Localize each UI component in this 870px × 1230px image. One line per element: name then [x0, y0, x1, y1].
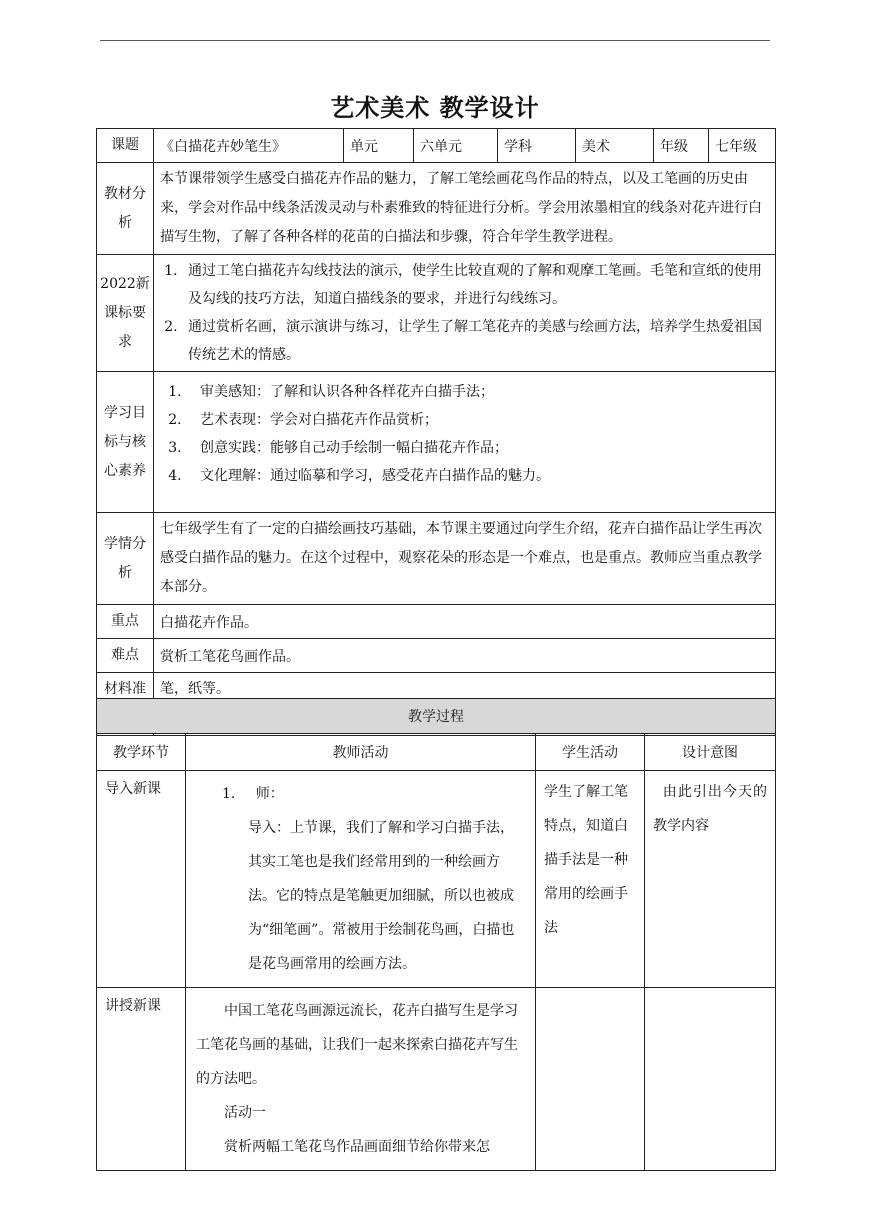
learner-analysis-label: 学情分析: [97, 513, 154, 605]
curriculum-cell: [154, 255, 776, 372]
teaching-process-table: [96, 698, 776, 1171]
process-columns-row: [97, 734, 776, 771]
table-row: [97, 988, 776, 1171]
design-intent-intro: 由此引出今天的教学内容: [645, 771, 776, 988]
list-item: 2. 通过赏析名画，演示演讲与练习，让学生了解工笔花卉的美感与绘画方法，培养学生热爱祖国传统艺术的情感。: [182, 313, 771, 369]
student-activity-new: [536, 988, 645, 1171]
teacher-activity-intro: [186, 771, 536, 988]
document-title: 艺术美术 教学设计: [330, 94, 540, 122]
materials-label: 材料准: [97, 673, 154, 736]
item-number: 1.: [222, 786, 236, 802]
stage-intro: 导入新课: [97, 771, 186, 988]
topic-value: 《白描花卉妙笔生》: [154, 129, 344, 163]
design-intent-new: [645, 988, 776, 1171]
column-stage: 教学环节: [97, 734, 186, 771]
list-item: 1. 通过工笔白描花卉勾线技法的演示，使学生比较直观的了解和观摩工笔画。毛笔和宣纸的使用及勾线的技巧方法，知道白描线条的要求，并进行勾线练习。: [182, 257, 771, 313]
key-point-label: 重点: [97, 605, 154, 639]
material-analysis-text: 本节课带领学生感受白描花卉作品的魅力，了解工笔绘画花鸟作品的特点，以及工笔画的历史由来，学会对作品中线条活泼灵动与朴素雅致的特征进行分析。学会用浓墨相宜的线条对花卉进行白描写生物，了解了各种各样的花苗的白描法和步骤，符合年学生教学进程。: [154, 163, 776, 255]
column-student: 学生活动: [536, 734, 645, 771]
teacher-text-intro: 导入：上节课，我们了解和学习白描手法，其实工笔也是我们经常用到的一种绘画方法。它的特点是笔触更加细腻，所以也被成为“细笔画”。常被用于绘制花鸟画，白描也是花鸟画常用的绘画方法。: [248, 820, 515, 972]
activity-heading: 活动一: [224, 1105, 266, 1121]
subject-label: 学科: [498, 129, 576, 163]
learner-analysis-text: 七年级学生有了一定的白描绘画技巧基础，本节课主要通过向学生介绍，花卉白描作品让学生再次感受白描作品的魅力。在这个过程中，观察花朵的形态是一个难点，也是重点。教师应当重点教学本部分。: [154, 513, 776, 605]
stage-new-lesson: 讲授新课: [97, 988, 186, 1171]
difficulty-label: 难点: [97, 639, 154, 673]
teacher-paragraph: 赏析两幅工笔花鸟作品画面细节给你带来怎: [224, 1139, 490, 1155]
goals-row: [97, 372, 776, 513]
list-item: 1. 审美感知：了解和认识各种各样花卉白描手法；: [186, 378, 771, 406]
lesson-info-table: [96, 128, 776, 736]
teacher-paragraph: 中国工笔花鸟画源远流长，花卉白描写生是学习工笔花鸟画的基础，让我们一起来探索白描花卉写生的方法吧。: [196, 1003, 518, 1087]
teacher-lead: 师：: [255, 786, 284, 802]
difficulty-row: [97, 639, 776, 673]
unit-label: 单元: [344, 129, 414, 163]
list-item: 3. 创意实践：能够自己动手绘制一幅白描花卉作品；: [186, 434, 771, 462]
grade-value: 七年级: [709, 129, 776, 163]
topic-row: [97, 129, 776, 163]
key-point-row: [97, 605, 776, 639]
topic-label: 课题: [97, 129, 154, 163]
materials-text: 笔，纸等。: [154, 673, 776, 736]
goals-list: [154, 376, 775, 492]
key-point-text: 白描花卉作品。: [154, 605, 776, 639]
process-header: 教学过程: [97, 699, 776, 734]
difficulty-text: 赏析工笔花鸟画作品。: [154, 639, 776, 673]
header-rule: [100, 40, 770, 41]
unit-value: 六单元: [414, 129, 498, 163]
table-row: [97, 771, 776, 988]
list-item: 2. 艺术表现：学会对白描花卉作品赏析；: [186, 406, 771, 434]
learner-analysis-row: [97, 513, 776, 605]
material-analysis-row: [97, 163, 776, 255]
goals-label: 学习目标与核心素养: [97, 372, 154, 513]
process-header-row: [97, 699, 776, 734]
subject-value: 美术: [576, 129, 654, 163]
curriculum-label: 2022新课标要求: [97, 255, 154, 372]
grade-label: 年级: [654, 129, 709, 163]
student-activity-intro: 学生了解工笔特点，知道白描手法是一种常用的绘画手法: [536, 771, 645, 988]
material-analysis-label: 教材分析: [97, 163, 154, 255]
list-item: 4. 文化理解：通过临摹和学习，感受花卉白描作品的魅力。: [186, 462, 771, 490]
teacher-activity-new: [186, 988, 536, 1171]
column-intent: 设计意图: [645, 734, 776, 771]
teacher-lead-line: [222, 777, 525, 811]
column-teacher: 教师活动: [186, 734, 536, 771]
curriculum-list: [154, 255, 775, 371]
goals-cell: [154, 372, 776, 513]
curriculum-row: [97, 255, 776, 372]
